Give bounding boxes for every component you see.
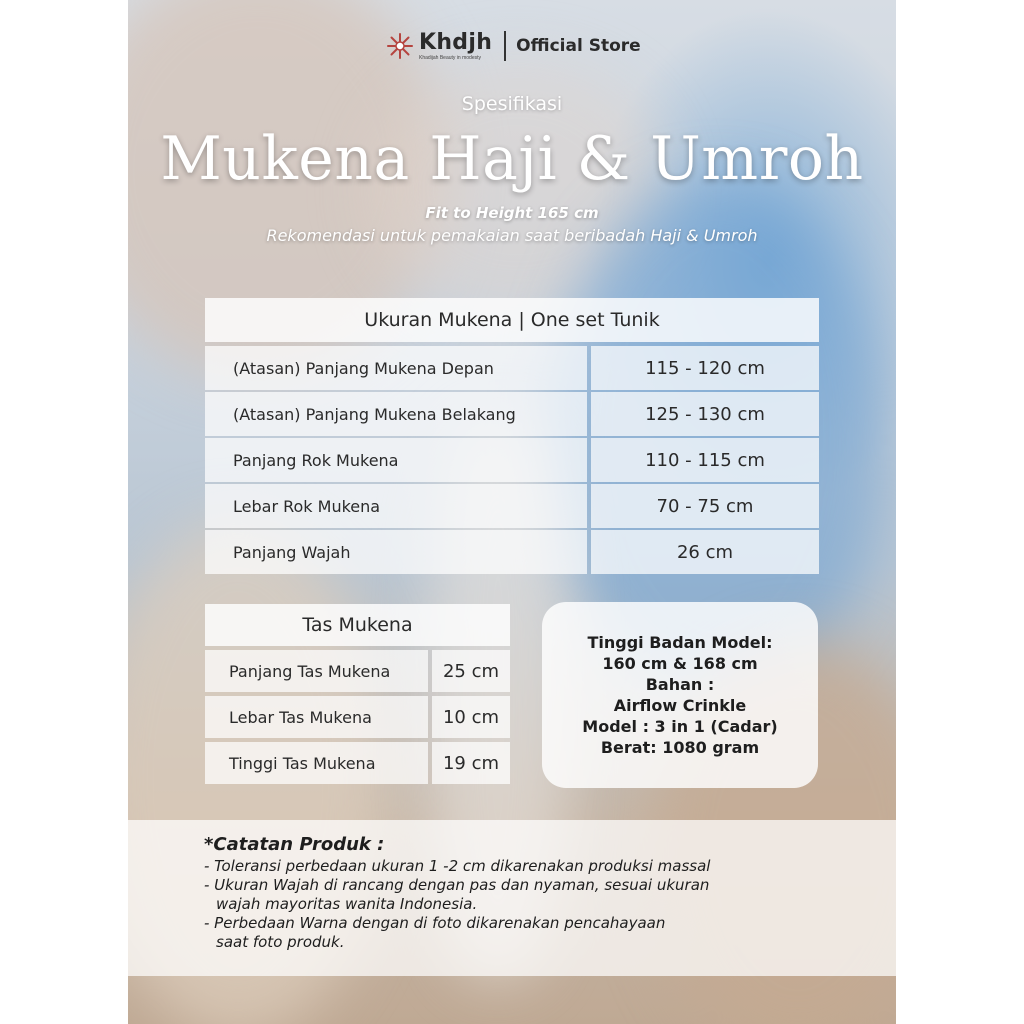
model-type: Model : 3 in 1 (Cadar) (582, 717, 778, 736)
material-value: Airflow Crinkle (613, 696, 747, 715)
brand-wordmark (419, 29, 493, 61)
product-poster (128, 0, 896, 1024)
model-info-card (542, 602, 818, 788)
note-line: - Perbedaan Warna dengan di foto dikarenakan pencahayaan (204, 914, 666, 932)
recommendation-text: Rekomendasi untuk pemakaian saat beribadah Haji & Umroh (266, 226, 758, 245)
notes-title: *Catatan Produk : (204, 834, 385, 855)
size-row-value: 26 cm (591, 530, 819, 574)
store-label: Official Store (516, 36, 641, 56)
size-table (205, 298, 819, 576)
model-height-label: Tinggi Badan Model: (587, 633, 773, 652)
size-row-label: (Atasan) Panjang Mukena Belakang (205, 392, 587, 436)
fit-height-text: Fit to Height 165 cm (425, 204, 599, 222)
model-height-value: 160 cm & 168 cm (602, 654, 758, 673)
material-label: Bahan : (645, 675, 715, 694)
page-title: Mukena Haji & Umroh (160, 124, 864, 194)
size-table-header: Ukuran Mukena | One set Tunik (205, 298, 819, 342)
bag-row-label: Panjang Tas Mukena (205, 650, 428, 692)
bag-row-label: Tinggi Tas Mukena (205, 742, 428, 784)
bag-row-value: 10 cm (432, 696, 510, 738)
bag-row-value: 25 cm (432, 650, 510, 692)
size-row-value: 70 - 75 cm (591, 484, 819, 528)
product-notes (128, 820, 896, 976)
size-row-label: Lebar Rok Mukena (205, 484, 587, 528)
weight-value: Berat: 1080 gram (600, 738, 760, 757)
bag-table-header: Tas Mukena (205, 604, 510, 646)
note-line: saat foto produk. (216, 933, 345, 951)
note-line: - Ukuran Wajah di rancang dengan pas dan nyaman, sesuai ukuran (204, 876, 710, 894)
bag-table (205, 604, 510, 784)
note-line: - Toleransi perbedaan ukuran 1 -2 cm dikarenakan produksi massal (204, 857, 711, 875)
brand-logo-icon (385, 31, 415, 61)
size-row-value: 125 - 130 cm (591, 392, 819, 436)
spec-label: Spesifikasi (461, 93, 563, 115)
size-row-label: Panjang Wajah (205, 530, 587, 574)
size-row-value: 110 - 115 cm (591, 438, 819, 482)
brand-name: Khdjh (419, 29, 493, 55)
brand-divider (504, 31, 506, 61)
bag-row-label: Lebar Tas Mukena (205, 696, 428, 738)
note-line: wajah mayoritas wanita Indonesia. (216, 895, 478, 913)
size-row-value: 115 - 120 cm (591, 346, 819, 390)
bag-row-value: 19 cm (432, 742, 510, 784)
size-row-label: (Atasan) Panjang Mukena Depan (205, 346, 587, 390)
brand-header (385, 28, 641, 64)
brand-tagline: Khadijah Beauty in modesty (419, 54, 481, 61)
size-row-label: Panjang Rok Mukena (205, 438, 587, 482)
